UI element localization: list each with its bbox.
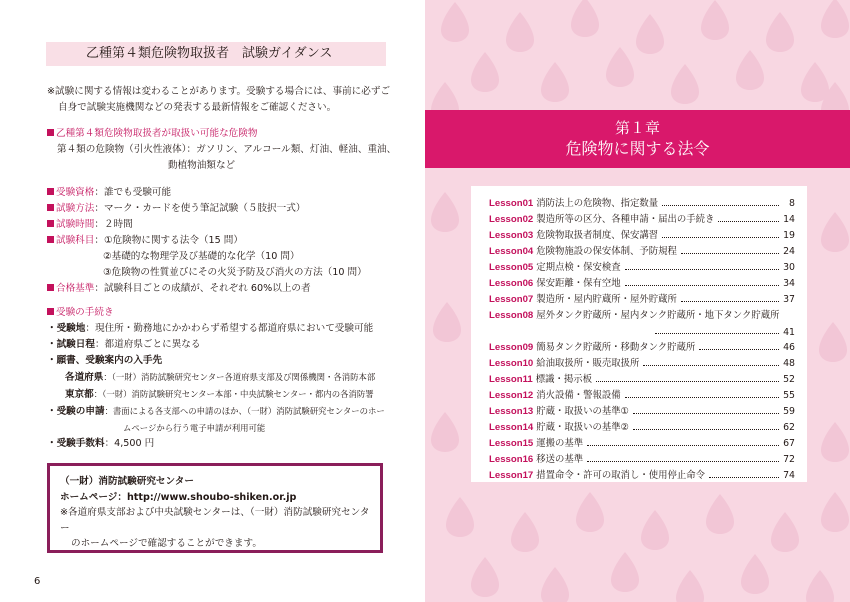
toc-panel [471,186,807,482]
procedure-section [47,305,407,452]
subject-2: ②基礎的な物理学及び基礎的な化学（10 問） [103,251,300,262]
handle-heading: 乙種第４類危険物取扱者が取扱い可能な危険物 [47,126,407,142]
right-page [425,0,850,602]
guidance-banner: 乙種第４類危険物取扱者 試験ガイダンス [46,42,386,66]
toc-item[interactable]: Lesson09 簡易タンク貯蔵所・移動タンク貯蔵所 46 [489,342,795,353]
handle-line-1: 第４類の危険物（引火性液体）：ガソリン、アルコール類、灯油、軽油、重油、 [57,144,397,155]
toc-item[interactable]: Lesson08 屋外タンク貯蔵所・屋内タンク貯蔵所・地下タンク貯蔵所 [489,310,780,321]
procedure-heading: 受験の手続き [47,305,407,321]
proc-fee: ・受験手数料：4,500 円 [47,438,155,449]
page-number: 6 [34,576,41,587]
exam-section [47,185,407,297]
exam-item: 試験科目：①危険物に関する法令（15 問） [47,233,407,249]
notice [47,84,397,116]
proc-tokyo: 東京都：（一財）消防試験研究センター本部・中央試験センター・都内の各消防署 [65,389,374,400]
info-box [47,463,383,553]
toc-item[interactable]: Lesson15 運搬の基準 67 [489,438,795,449]
square-bullet-icon [47,284,54,291]
box-note-2: のホームページで確認することができます。 [71,538,262,549]
square-bullet-icon [47,188,54,195]
toc-item[interactable]: Lesson16 移送の基準 72 [489,454,795,465]
toc-item[interactable]: Lesson03 危険物取扱者制度、保安講習 19 [489,230,795,241]
pass-criteria: 合格基準：試験科目ごとの成績が、それぞれ 60%以上の者 [47,281,407,297]
square-bullet-icon [47,220,54,227]
exam-item: 試験時間：２時間 [47,217,407,233]
box-homepage[interactable]: ホームページ：http://www.shoubo-shiken.or.jp [60,491,297,503]
toc-item-continuation[interactable]: 41 [651,324,795,340]
toc-item[interactable]: Lesson11 標識・掲示板 52 [489,374,795,385]
toc-item[interactable]: Lesson02 製造所等の区分、各種申請・届出の手続き 14 [489,214,795,225]
handle-section [47,126,407,174]
square-bullet-icon [47,308,54,315]
toc-item[interactable]: Lesson06 保安距離・保有空地 34 [489,278,795,289]
chapter-title: 危険物に関する法令 [565,139,710,158]
square-bullet-icon [47,236,54,243]
notice-line-2: 自身で試験実施機関などの発表する最新情報をご確認ください。 [58,102,337,113]
square-bullet-icon [47,204,54,211]
square-bullet-icon [47,129,54,136]
exam-item: 試験方法：マーク・カードを使う筆記試験（５肢択一式） [47,201,407,217]
exam-item: 受験資格：誰でも受験可能 [47,185,407,201]
toc-item[interactable]: Lesson10 給油取扱所・販売取扱所 48 [489,358,795,369]
toc-item[interactable]: Lesson01 消防法上の危険物、指定数量 8 [489,198,795,209]
toc-item[interactable]: Lesson12 消火設備・警報設備 55 [489,390,795,401]
proc-date: ・試験日程：都道府県ごとに異なる [47,339,201,350]
proc-apply: ・願書、受験案内の入手先 [47,355,163,366]
chapter-banner [425,110,850,168]
toc-item[interactable]: Lesson04 危険物施設の保安体制、予防規程 24 [489,246,795,257]
toc-item[interactable]: Lesson17 措置命令・許可の取消し・使用停止命令 74 [489,470,795,481]
subject-3: ③危険物の性質並びにその火災予防及び消火の方法（10 問） [103,267,367,278]
proc-submit-cont: ムページから行う電子申請が利用可能 [123,423,266,433]
notice-line-1: ※試験に関する情報は変わることがあります。受験する場合には、事前に必ずご [47,86,391,97]
handle-line-2: 動植物油類など [168,160,236,171]
toc-item[interactable]: Lesson07 製造所・屋内貯蔵所・屋外貯蔵所 37 [489,294,795,305]
toc-item[interactable]: Lesson13 貯蔵・取扱いの基準① 59 [489,406,795,417]
proc-place: ・受験地：現住所・勤務地にかかわらず希望する都道府県において受験可能 [47,323,374,334]
box-org: （一財）消防試験研究センター [60,476,194,487]
proc-submit: ・受験の申請：書面による各支部への申請のほか、（一財）消防試験研究センターのホー [47,406,385,417]
box-note-1: ※各道府県支部および中央試験センターは、（一財）消防試験研究センター [60,507,370,534]
proc-pref: 各道府県：（一財）消防試験研究センター各道府県支部及び関係機関・各消防本部 [65,372,376,383]
toc-item[interactable]: Lesson14 貯蔵・取扱いの基準② 62 [489,422,795,433]
toc-item[interactable]: Lesson05 定期点検・保安検査 30 [489,262,795,273]
chapter-number: 第１章 [614,119,660,137]
